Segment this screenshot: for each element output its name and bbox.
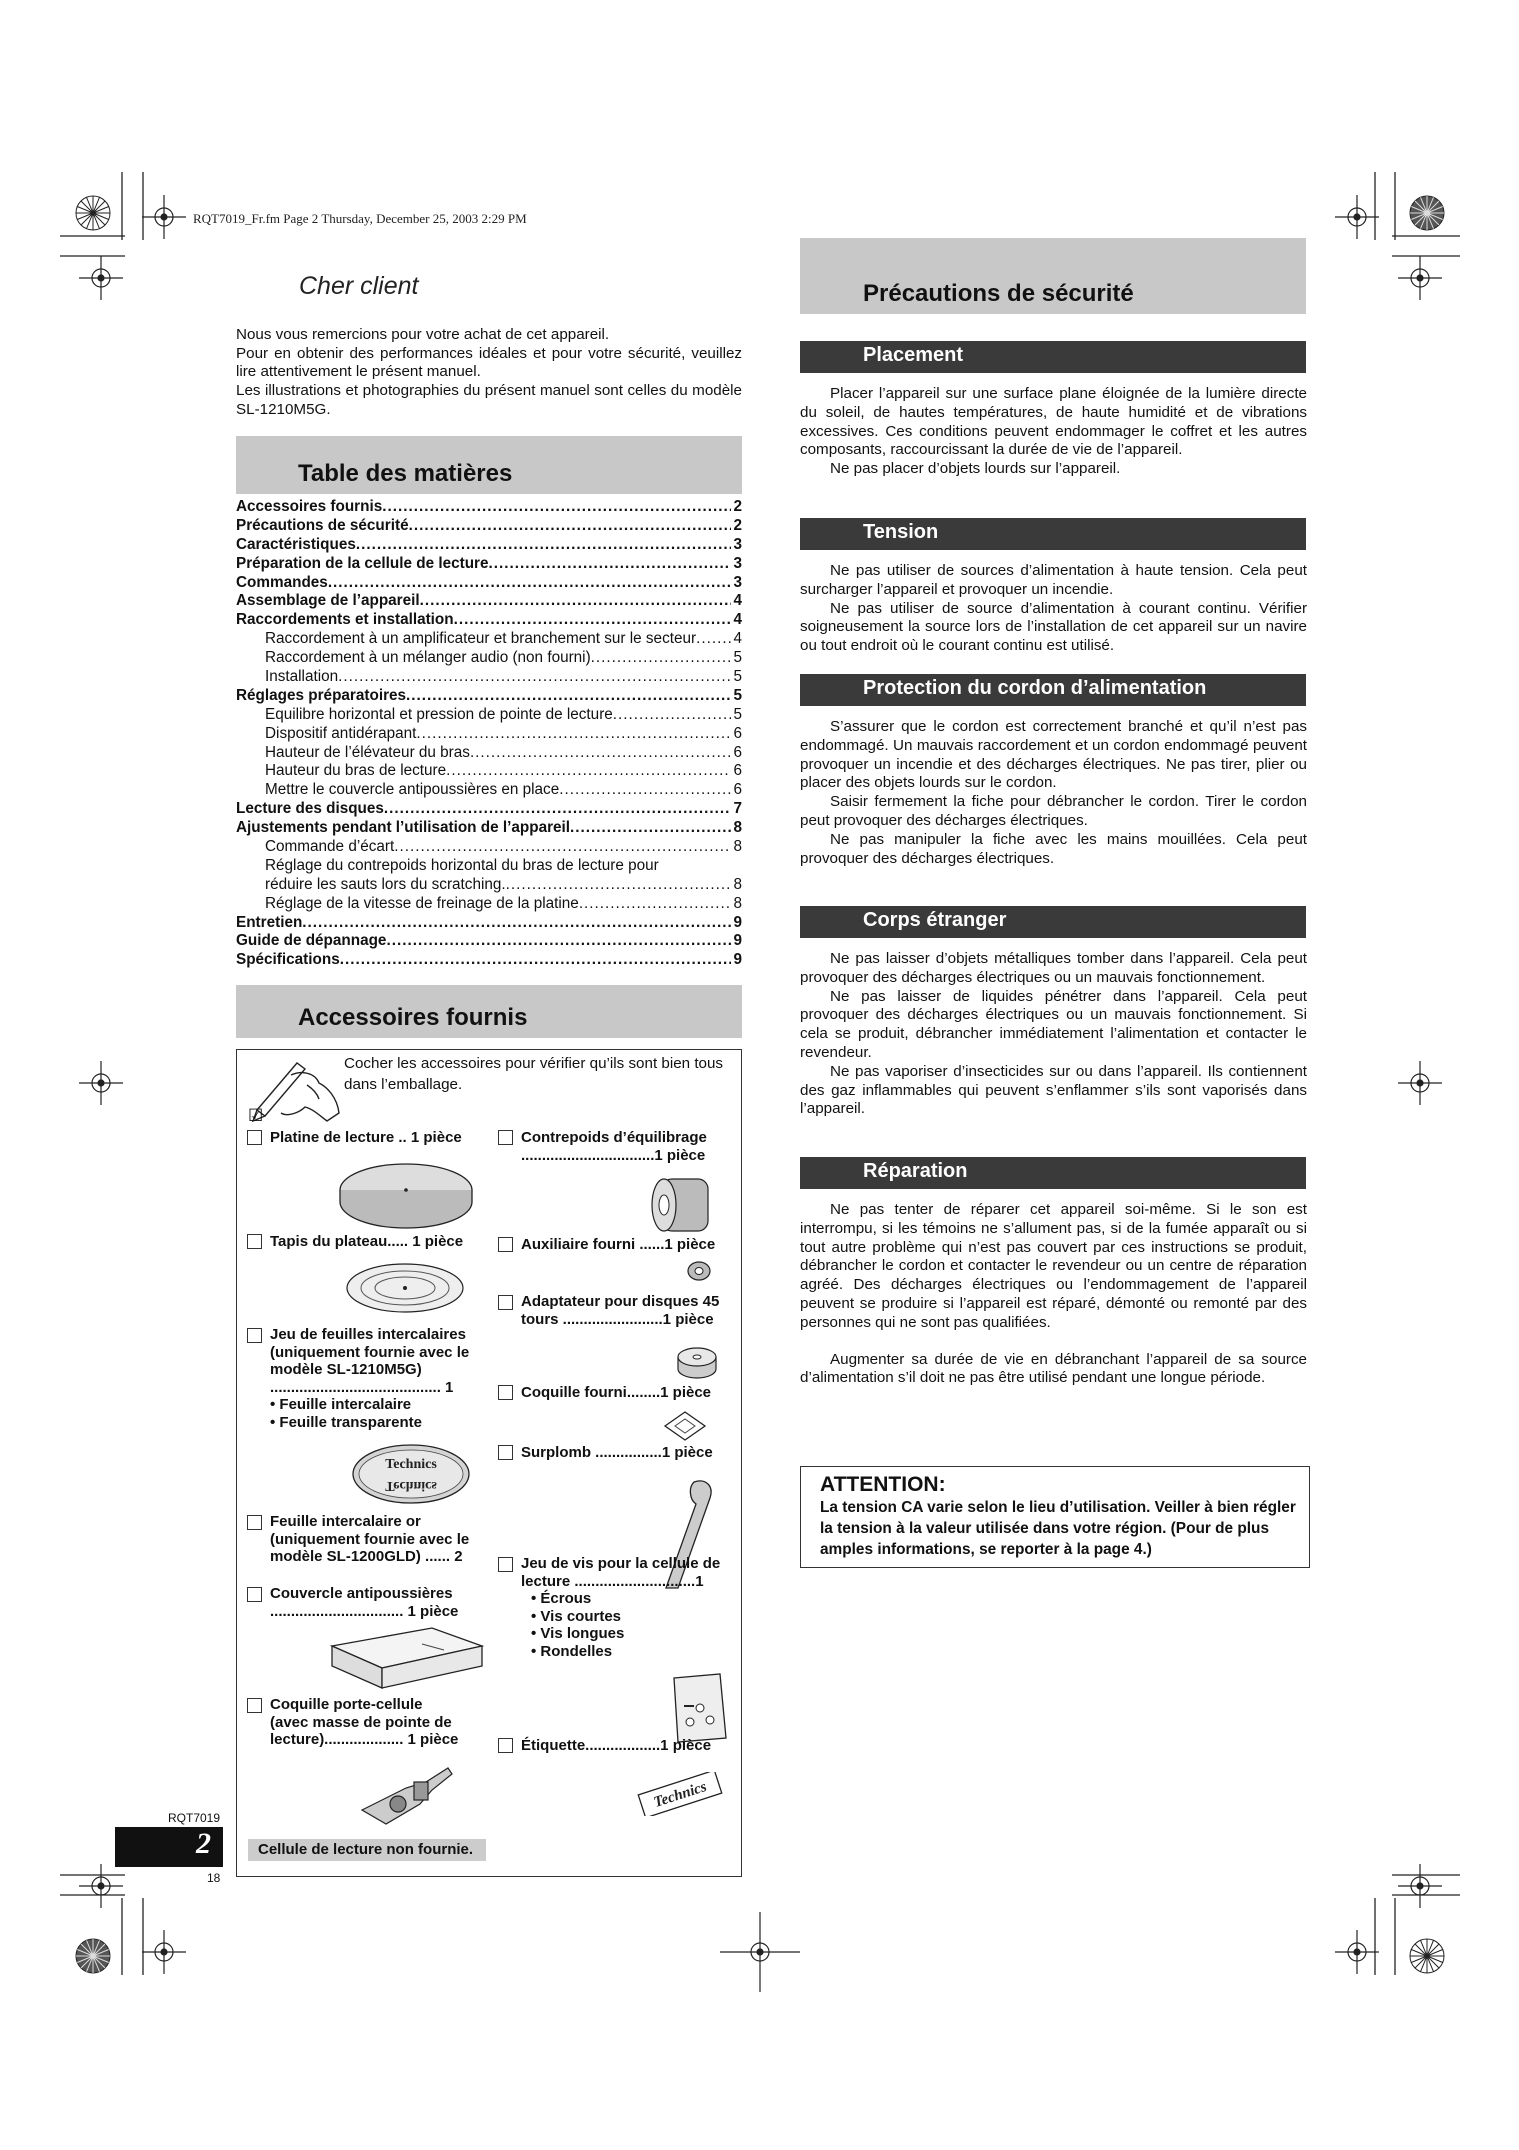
toc-entry-page: 8: [733, 819, 742, 837]
paragraph: Ne pas utiliser de source d’alimentation à courant continu. Vérifier soigneusement la source lors de l’installation de cet appareil sur un navire ou tout endroit où le courant continu est utilisé.: [800, 599, 1307, 655]
section-heading: Tension: [863, 521, 939, 543]
item-bullet: • Rondelles: [531, 1642, 613, 1660]
reparation-text: [800, 1201, 1307, 1388]
paragraph: Ne pas manipuler la fiche avec les mains mouillées. Cela peut provoquer des décharges électriques.: [800, 830, 1307, 867]
item-bullet: • Écrous: [531, 1590, 592, 1607]
checkbox-coquille-porte[interactable]: [247, 1698, 262, 1713]
item-tapis: Tapis du plateau..... 1 pièce: [270, 1233, 464, 1250]
item-line: Adaptateur pour disques 45: [521, 1293, 720, 1310]
toc-entry: [236, 630, 742, 649]
greeting: Cher client: [299, 272, 419, 300]
page-number: 2: [196, 1827, 211, 1860]
note-bar: [248, 1839, 486, 1861]
toc-leader-dots: [591, 649, 732, 668]
toc-entry-page: 6: [733, 762, 742, 780]
mat-illustration: [343, 1260, 467, 1318]
toc-entry: [236, 555, 742, 574]
item-line: Jeu de feuilles intercalaires: [270, 1326, 466, 1343]
toc-leader-dots: [384, 800, 732, 819]
toc-entry: [236, 800, 742, 819]
file-header: RQT7019_Fr.fm Page 2 Thursday, December 25, 2003 2:29 PM: [193, 211, 527, 226]
item-line: tours ........................1 pièce: [521, 1310, 714, 1328]
toc-entry: [236, 951, 742, 970]
cordon-text: [800, 718, 1307, 868]
toc-leader-dots: [446, 762, 731, 781]
paragraph: Ne pas placer d’objets lourds sur l’appareil.: [830, 460, 1121, 478]
toc-leader-dots: [420, 592, 732, 611]
toc-entry: [236, 838, 742, 857]
section-corps: [800, 906, 1306, 938]
slipmat-logo-mirrored: Technics: [385, 1478, 437, 1493]
item-coquille-fourni: Coquille fourni........1 pièce: [521, 1384, 712, 1401]
toc-entry-page: 2: [733, 498, 742, 515]
checkbox-coquille-fourni[interactable]: [498, 1385, 513, 1400]
label-sticker-logo: Technics: [651, 1778, 709, 1811]
toc-entry-label: Dispositif antidérapant: [265, 724, 417, 742]
item-line: ......................................... 1: [270, 1378, 454, 1396]
placement-text: [800, 385, 1307, 479]
section-heading: Corps étranger: [863, 909, 1007, 931]
toc-entry: [236, 857, 742, 876]
intro-line: Pour en obtenir des performances idéales et pour votre sécurité, veuillez lire attentivement le présent manuel.: [236, 344, 742, 381]
toc-leader-dots: [470, 744, 732, 763]
toc-entry-page: 3: [733, 554, 742, 572]
item-bullet: • Vis longues: [531, 1625, 625, 1642]
checkbox-feuille-or[interactable]: [247, 1515, 262, 1530]
section-heading: Placement: [863, 344, 964, 366]
item-line: (uniquement fournie avec le: [270, 1530, 470, 1548]
toc-entry-page: 4: [733, 592, 742, 610]
item-line: Coquille porte-cellule: [270, 1696, 423, 1713]
headshell-illustration: [356, 1760, 456, 1832]
item-adaptateur: [521, 1293, 719, 1328]
section-heading: Réparation: [863, 1160, 968, 1182]
toc-title: Table des matières: [298, 460, 513, 487]
toc-entry: [236, 932, 742, 951]
item-line: (avec masse de pointe de: [270, 1713, 452, 1731]
section-cordon: [800, 674, 1306, 706]
item-coquille-porte: [270, 1696, 458, 1749]
toc-entry-page: 6: [733, 781, 742, 799]
checkbox-contrepoids[interactable]: [498, 1130, 513, 1145]
toc-leader-dots: [489, 555, 732, 574]
item-couvercle: [270, 1585, 458, 1620]
checkbox-tapis[interactable]: [247, 1234, 262, 1249]
item-bullet: • Vis courtes: [531, 1607, 622, 1625]
toc-entry-label: Entretien: [236, 913, 303, 931]
toc-entry: [236, 914, 742, 933]
toc-entry: [236, 706, 742, 725]
toc-entry-page: 5: [733, 705, 742, 723]
accessories-heading-band: [236, 985, 742, 1038]
intro-text: [236, 326, 742, 420]
item-contrepoids: [521, 1129, 707, 1164]
item-platine: Platine de lecture .. 1 pièce: [270, 1129, 462, 1146]
item-jeu-vis: [521, 1555, 720, 1660]
toc-entry: [236, 687, 742, 706]
checkbox-platine[interactable]: [247, 1130, 262, 1145]
toc-leader-dots: [382, 498, 731, 517]
item-line: ................................1 pièce: [521, 1146, 706, 1164]
toc-entry-page: 5: [733, 649, 742, 667]
attention-title: ATTENTION:: [820, 1473, 946, 1496]
cartridge-note: Cellule de lecture non fournie.: [258, 1841, 474, 1858]
toc-entry: [236, 725, 742, 744]
toc-entry-label: Assemblage de l’appareil: [236, 592, 420, 610]
toc-entry-page: 2: [733, 516, 742, 534]
toc-leader-dots: [406, 687, 731, 706]
toc-entry-label: Réglage du contrepoids horizontal du bras de lecture pour: [265, 856, 659, 874]
section-tension: [800, 518, 1306, 550]
paragraph: Placer l’appareil sur une surface plane éloignée de la lumière directe du soleil, de hautes températures, de haute humidité et de vibrations excessives. Ces conditions peuvent endommager le coffret et les autres composants, raccourcissant la durée de vie de l’appareil.: [800, 385, 1307, 459]
toc-entry: [236, 895, 742, 914]
toc-entry-label: Spécifications: [236, 951, 340, 969]
toc-leader-dots: [356, 536, 732, 555]
toc-entry: [236, 744, 742, 763]
toc-entry-label: Commande d’écart: [265, 838, 395, 856]
toc-entry-page: 8: [733, 894, 742, 912]
toc-entry: [236, 668, 742, 687]
toc-heading-band: [236, 436, 742, 494]
dustcover-illustration: [322, 1622, 488, 1694]
toc-entry: [236, 762, 742, 781]
slipmat-illustration: [350, 1440, 472, 1508]
toc-leader-dots: [386, 932, 731, 951]
toc-entry: [236, 517, 742, 536]
toc-leader-dots: [302, 914, 731, 933]
paragraph: S’assurer que le cordon est correctement branché et qu’il n’est pas endommagé. Un mauvais raccordement et un cordon endommagé peuvent provoquer un incendie et des décharges électriques. Ne pas tirer, plier ou placer des objets lourds sur le cordon.: [800, 718, 1307, 792]
toc-entry: [236, 649, 742, 668]
toc-leader-dots: [696, 630, 731, 649]
paragraph: Ne pas tenter de réparer cet appareil soi-même. Si le son est interrompu, si les témoins ne s’allument pas, si de la fumée apparaît ou si tout autre problème qui n’est pas couvert par ces instructions se produit, débrancher le cordon et contacter le revendeur ou un centre de réparation agréé. Des décharges électriques ou l’endommagement de l’appareil peuvent se produire si l’appareil est réparé, démonté ou remonté par des personnes qui ne sont pas qualifiées.: [800, 1201, 1307, 1331]
checkbox-jeu-feuilles[interactable]: [247, 1328, 262, 1343]
safety-title: Précautions de sécurité: [863, 280, 1134, 307]
toc-entry-label: Commandes: [236, 573, 328, 591]
paragraph: Ne pas laisser d’objets métalliques tomber dans l’appareil. Cela peut provoquer des décharges électriques ou un mauvais fonctionnement.: [800, 950, 1307, 986]
toc-leader-dots: [559, 781, 731, 800]
item-etiquette: Étiquette..................1 pièce: [521, 1737, 712, 1754]
toc-entry-label: Mettre le couvercle antipoussières en place: [265, 781, 560, 799]
tension-text: [800, 562, 1307, 656]
paragraph: Ne pas vaporiser d’insecticides sur ou dans l’appareil. Ils contiennent des gaz inflammables qui peuvent s’enflammer s’ils sont vaporisés dans l’appareil.: [800, 1062, 1307, 1118]
screw-pack-illustration: [664, 1670, 730, 1746]
toc-entry-label: Raccordement à un amplificateur et branchement sur le secteur: [265, 630, 697, 648]
toc-entry-page: 4: [733, 611, 742, 629]
checkbox-couvercle[interactable]: [247, 1587, 262, 1602]
toc-entry-label: Réglages préparatoires: [236, 686, 407, 704]
toc-entry-page: 9: [733, 932, 742, 950]
toc-entry-page: 7: [733, 800, 742, 818]
paragraph: Saisir fermement la fiche pour débrancher le cordon. Tirer le cordon peut provoquer des décharges électriques.: [800, 793, 1307, 829]
paragraph: Augmenter sa durée de vie en débranchant l’appareil de sa source d’alimentation s’il doit ne pas être utilisé pendant une longue période.: [800, 1350, 1307, 1387]
label-sticker-illustration: [634, 1772, 726, 1816]
checkbox-adaptateur[interactable]: [498, 1295, 513, 1310]
toc-entry: [236, 498, 742, 517]
item-line: ................................ 1 pièce: [270, 1602, 459, 1620]
toc-leader-dots: [340, 951, 732, 970]
aux-weight-illustration: [686, 1260, 712, 1282]
toc-leader-dots: [416, 725, 731, 744]
item-jeu-feuilles: [270, 1326, 469, 1431]
footer-code: RQT7019: [168, 1811, 221, 1825]
toc-entry-label: Caractéristiques: [236, 535, 356, 553]
toc-entry-label: Réglage de la vitesse de freinage de la platine: [265, 894, 579, 912]
toc-entry: [236, 876, 742, 895]
item-feuille-or: [270, 1513, 469, 1566]
checkbox-jeu-vis[interactable]: [498, 1557, 513, 1572]
item-line: lecture)................... 1 pièce: [270, 1731, 459, 1748]
toc-entry-page: 9: [733, 951, 742, 969]
item-line: (uniquement fournie avec le: [270, 1343, 470, 1361]
item-bullet: • Feuille intercalaire: [270, 1396, 412, 1413]
toc-entry: [236, 574, 742, 593]
toc-entry-label: Précautions de sécurité: [236, 516, 409, 534]
toc-entry-page: 4: [733, 630, 742, 648]
page-number-box: [115, 1827, 223, 1867]
toc-entry-page: 5: [733, 668, 742, 686]
toc-entry-page: 3: [733, 573, 742, 591]
toc-entry: [236, 819, 742, 838]
item-line: lecture .............................1: [521, 1572, 704, 1590]
item-line: Feuille intercalaire or: [270, 1513, 421, 1530]
toc-entry-label: Raccordement à un mélanger audio (non fourni): [265, 649, 591, 667]
toc-entry-page: 6: [733, 743, 742, 761]
sheet-number: 18: [207, 1871, 221, 1885]
checkbox-surplomb[interactable]: [498, 1445, 513, 1460]
table-of-contents: [236, 498, 742, 970]
toc-entry: [236, 611, 742, 630]
section-placement: [800, 341, 1306, 373]
toc-entry-label: Equilibre horizontal et pression de pointe de lecture: [265, 705, 613, 723]
safety-heading-band: [800, 238, 1306, 314]
paragraph: Ne pas laisser de liquides pénétrer dans l’appareil. Cela peut provoquer des décharges électriques ou un mauvais fonctionnement. Si cela se produit, débrancher immédiatement l’alimentation et contacter le revendeur.: [800, 987, 1307, 1061]
toc-leader-dots: [454, 611, 732, 630]
toc-entry-page: 5: [733, 686, 742, 704]
corps-text: [800, 950, 1307, 1119]
attention-body: La tension CA varie selon le lieu d’utilisation. Veiller à bien régler la tension à la valeur utilisée dans votre région. (Pour de plus amples informations, se reporter à la page 4.): [820, 1499, 1296, 1558]
toc-entry: [236, 781, 742, 800]
toc-entry-page: 6: [733, 724, 742, 742]
toc-entry-label: Hauteur de l’élévateur du bras: [265, 743, 470, 761]
adapter-illustration: [674, 1345, 720, 1381]
toc-entry-label: Ajustements pendant l’utilisation de l’appareil: [236, 819, 571, 837]
toc-entry-label: Guide de dépannage: [236, 932, 387, 950]
toc-leader-dots: [338, 668, 731, 687]
toc-entry-page: 3: [733, 535, 742, 553]
attention-box: [800, 1466, 1310, 1568]
accessories-title: Accessoires fournis: [298, 1004, 528, 1031]
toc-entry-page: 9: [733, 913, 742, 931]
toc-leader-dots: [570, 819, 731, 838]
toc-entry-page: 8: [733, 875, 742, 893]
toc-leader-dots: [394, 838, 731, 857]
item-line: Jeu de vis pour la cellule de: [521, 1555, 721, 1572]
toc-leader-dots: [613, 706, 732, 725]
overhang-gauge-illustration: [661, 1408, 709, 1444]
toc-entry-label: réduire les sauts lors du scratching.: [265, 875, 506, 893]
intro-line: Nous vous remercions pour votre achat de cet appareil.: [236, 326, 610, 343]
checkbox-etiquette[interactable]: [498, 1738, 513, 1753]
toc-entry: [236, 592, 742, 611]
toc-leader-dots: [409, 517, 732, 536]
paragraph: Ne pas utiliser de sources d’alimentation à haute tension. Cela peut surcharger l’appareil et provoquer un incendie.: [800, 562, 1307, 598]
toc-entry-page: 8: [733, 838, 742, 856]
sample-checked-box: ☑: [248, 1106, 264, 1125]
checkbox-auxiliaire[interactable]: [498, 1237, 513, 1252]
toc-leader-dots: [506, 876, 732, 895]
toc-entry-label: Hauteur du bras de lecture: [265, 762, 447, 780]
item-line: Contrepoids d’équilibrage: [521, 1129, 707, 1146]
toc-entry-label: Accessoires fournis: [236, 498, 383, 515]
item-auxiliaire: Auxiliaire fourni ......1 pièce: [521, 1236, 716, 1253]
item-line: modèle SL-1200GLD) ...... 2: [270, 1548, 463, 1565]
platter-illustration: [336, 1160, 476, 1232]
toc-entry-label: Lecture des disques: [236, 800, 384, 818]
item-line: Couvercle antipoussières: [270, 1585, 453, 1602]
section-heading: Protection du cordon d’alimentation: [863, 677, 1207, 699]
toc-leader-dots: [579, 895, 732, 914]
slipmat-logo: Technics: [385, 1457, 437, 1472]
toc-entry-label: Installation: [265, 668, 339, 686]
counterweight-illustration: [648, 1175, 720, 1237]
accessories-intro: Cocher les accessoires pour vérifier qu’ils sont bien tous dans l’emballage.: [344, 1055, 724, 1093]
toc-entry: [236, 536, 742, 555]
toc-leader-dots: [328, 574, 732, 593]
toc-entry-label: Préparation de la cellule de lecture: [236, 554, 489, 572]
item-surplomb: Surplomb ................1 pièce: [521, 1444, 713, 1461]
toc-entry-label: Raccordements et installation: [236, 611, 454, 629]
intro-line: Les illustrations et photographies du présent manuel sont celles du modèle SL-1210M5G.: [236, 382, 742, 418]
item-bullet: • Feuille transparente: [270, 1413, 422, 1431]
section-reparation: [800, 1157, 1306, 1189]
item-line: modèle SL-1210M5G): [270, 1361, 422, 1378]
